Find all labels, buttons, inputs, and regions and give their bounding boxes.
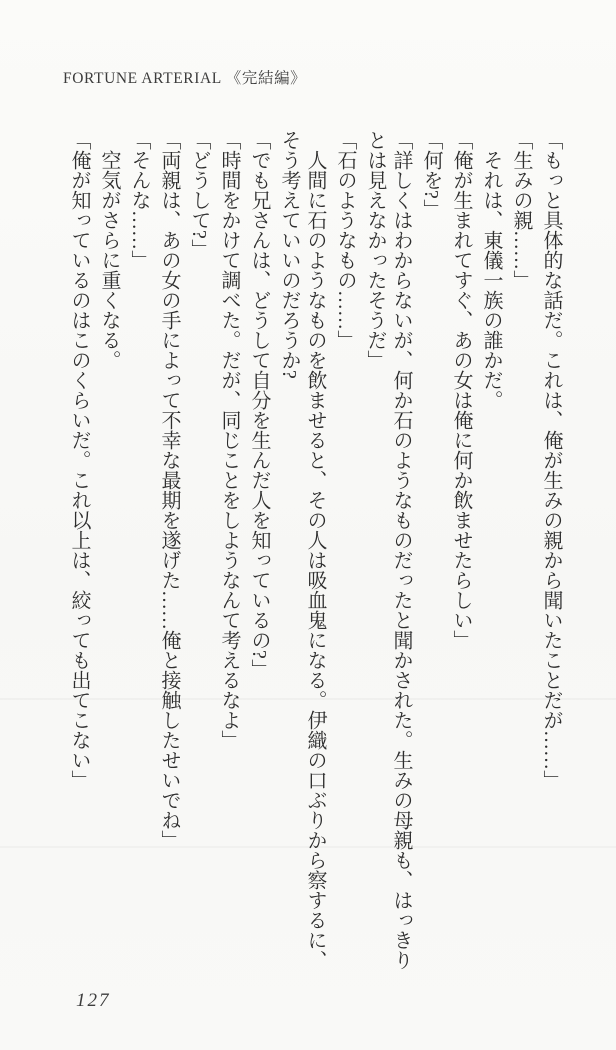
paragraph-dialogue: 「何を?」 [420,130,442,219]
page-number: 127 [76,990,111,1011]
paragraph-dialogue: 「俺が生まれてすぐ、あの女は俺に何か飲ませたらしい」 [450,130,472,650]
paragraph-narration: それは、東儀一族の誰かだ。 [480,150,502,410]
main-text [66,130,564,972]
paragraph-dialogue: 「どうして?」 [188,130,210,259]
paragraph-dialogue: 「でも兄さんは、どうして自分を生んだ人を知っているの?」 [248,130,270,679]
paragraph-narration: 空気がさらに重くなる。 [98,150,120,370]
paragraph-narration: 人間に石のようなものを飲ませると、その人は吸血鬼になる。伊織の口ぶりから察するに、そう考えていいのだろうか? [278,130,326,970]
paragraph-dialogue: 「生みの親……」 [510,130,532,290]
paragraph-dialogue: 「時間をかけて調べた。だが、同じことをしようなんて考えるなよ」 [218,130,240,750]
paragraph-dialogue: 「石のようなもの……」 [334,130,356,350]
paragraph-dialogue: 「両親は、あの女の手によって不幸な最期を遂げた……俺と接触したせいでね」 [158,130,180,850]
paragraph-dialogue: 「もっと具体的な話だ。これは、俺が生みの親から聞いたことだが……」 [540,130,562,790]
paragraph-dialogue: 「詳しくはわからないが、何か石のようなものだったと聞かされた。生みの母親も、はっきりとは見えなかったそうだ」 [364,130,412,970]
paragraph-dialogue: 「そんな……」 [128,130,150,270]
paragraph-dialogue: 「俺が知っているのはこのくらいだ。これ以上は、絞っても出てこない」 [68,130,90,790]
running-header: FORTUNE ARTERIAL 《完結編》 [63,70,307,87]
